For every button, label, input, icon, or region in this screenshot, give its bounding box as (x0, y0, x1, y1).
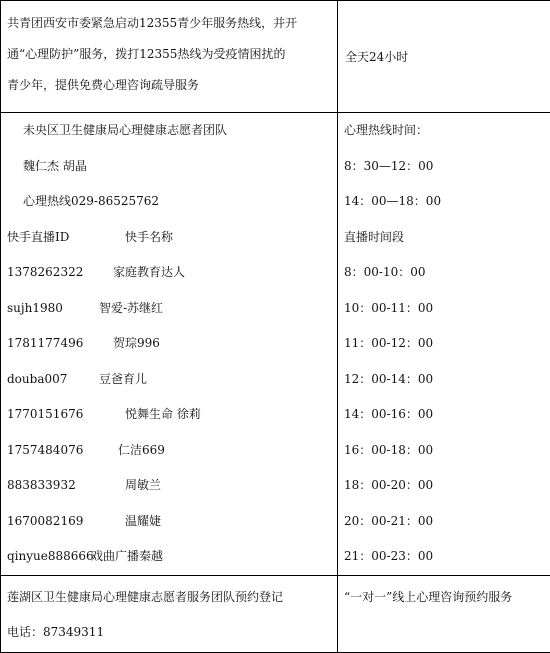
weiyang-org: 未央区卫生健康局心理健康志愿者团队 (1, 113, 337, 149)
table-row (1, 255, 337, 291)
cell-lianhu-org (1, 575, 338, 652)
kuaishou-name: 豆爸育儿 (99, 362, 147, 398)
intro-line-2: 通“心理防护”服务，拨打12355热线为受疫情困扰的 (7, 39, 337, 70)
kuaishou-name: 温耀婕 (125, 504, 161, 540)
lianhu-phone: 电话：87349311 (1, 615, 337, 651)
cell-left-list (1, 113, 338, 576)
header-name: 快手名称 (125, 220, 173, 256)
kuaishou-id: 1757484076 (7, 433, 118, 469)
table-row (1, 433, 337, 469)
kuaishou-name: 周敏兰 (125, 468, 161, 504)
kuaishou-time: 21：00-23：00 (338, 539, 550, 575)
kuaishou-time-header: 直播时间段 (338, 220, 550, 256)
kuaishou-time: 18：00-20：00 (338, 468, 550, 504)
kuaishou-time: 8：00-10：00 (338, 255, 550, 291)
lianhu-org: 莲湖区卫生健康局心理健康志愿者服务团队预约登记 (1, 580, 337, 616)
weiyang-time-2: 14：00—18：00 (338, 184, 550, 220)
cell-youth-hotline-desc (1, 1, 338, 113)
row-lianhu (1, 575, 550, 652)
hotline-hours: 全天24小时 (345, 50, 408, 64)
kuaishou-name: 家庭教育达人 (113, 255, 185, 291)
row-youth-hotline (1, 1, 550, 113)
kuaishou-id: 883833932 (7, 468, 125, 504)
kuaishou-time: 16：00-18：00 (338, 433, 550, 469)
intro-line-1: 共青团西安市委紧急启动12355青少年服务热线，并开 (7, 8, 337, 39)
weiyang-hotline: 心理热线029-86525762 (1, 184, 337, 220)
row-weiyang-and-kuaishou (1, 113, 550, 576)
kuaishou-id: 1770151676 (7, 397, 125, 433)
kuaishou-id: 1781177496 (7, 326, 113, 362)
table-row (1, 326, 337, 362)
cell-youth-hotline-hours (338, 1, 550, 113)
intro-line-3: 青少年，提供免费心理咨询疏导服务 (7, 70, 337, 101)
kuaishou-header (1, 220, 337, 256)
kuaishou-time: 20：00-21：00 (338, 504, 550, 540)
kuaishou-time: 10：00-11：00 (338, 291, 550, 327)
kuaishou-name: 智爱-苏继红 (99, 291, 163, 327)
kuaishou-id: 1378262322 (7, 255, 113, 291)
table-row (1, 468, 337, 504)
kuaishou-name: 贺琮996 (113, 326, 160, 362)
kuaishou-id: 1670082169 (7, 504, 125, 540)
weiyang-hotline-time-label: 心理热线时间： (338, 113, 550, 149)
cell-lianhu-service (338, 575, 550, 652)
header-id: 快手直播ID (7, 220, 125, 256)
kuaishou-time: 14：00-16：00 (338, 397, 550, 433)
kuaishou-id: qinyue888666 (7, 539, 91, 575)
table-row (1, 291, 337, 327)
kuaishou-name: 仁洁669 (118, 433, 165, 469)
weiyang-people: 魏仁杰 胡晶 (1, 149, 337, 185)
kuaishou-name: 悦舞生命 徐莉 (125, 397, 201, 433)
kuaishou-id: sujh1980 (7, 291, 99, 327)
weiyang-time-1: 8：30—12：00 (338, 149, 550, 185)
kuaishou-time: 12：00-14：00 (338, 362, 550, 398)
table-row (1, 362, 337, 398)
kuaishou-id: douba007 (7, 362, 99, 398)
cell-right-times (338, 113, 550, 576)
kuaishou-time: 11：00-12：00 (338, 326, 550, 362)
table-row (1, 504, 337, 540)
table-row (1, 539, 337, 575)
lianhu-service: “一对一”线上心理咨询预约服务 (338, 580, 550, 616)
table-row (1, 397, 337, 433)
kuaishou-name: 戏曲广播秦越 (91, 539, 163, 575)
